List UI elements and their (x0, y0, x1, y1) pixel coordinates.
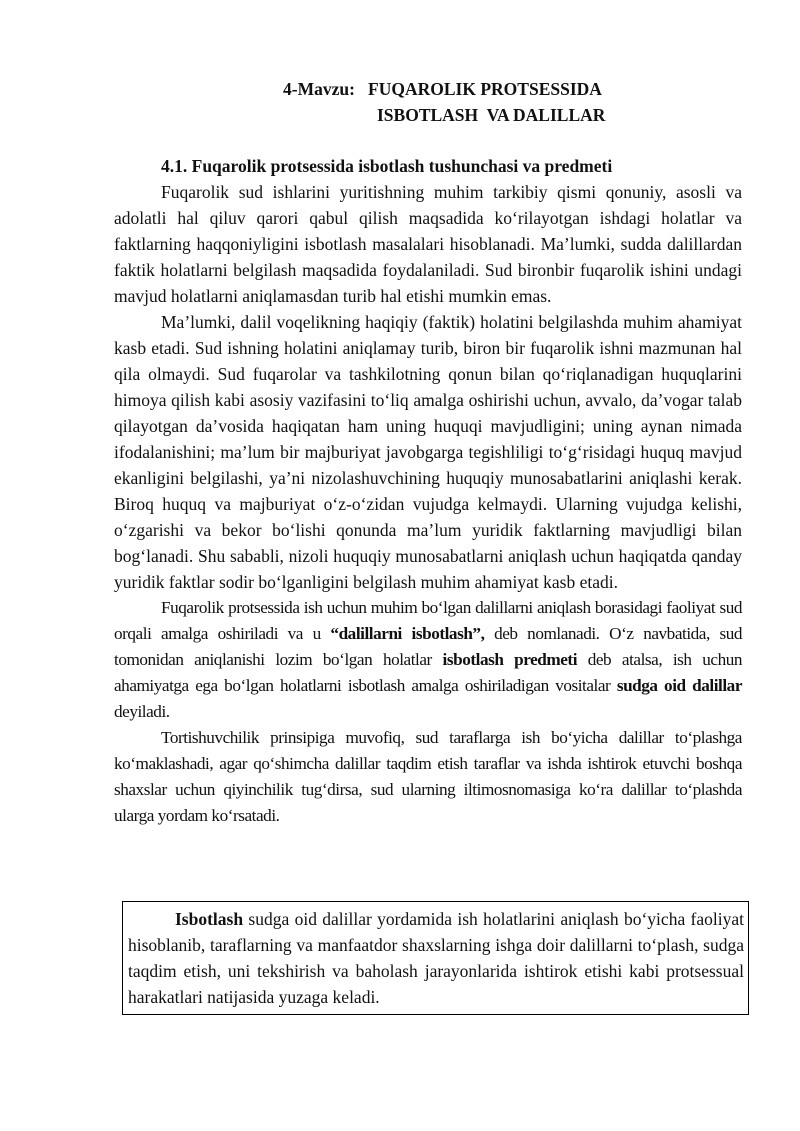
document-body (114, 153, 742, 829)
term-sudga-oid-dalillar: sudga oid dalillar (616, 676, 742, 695)
paragraph-1: Fuqarolik sud ishlarini yuritishning muhim tarkibiy qismi qonuniy, asosli va adolatli hal qiluv qarori qabul qilish maqsadida koʻrilayotgan ishdagi holatlar va faktlarning haqqoniyligini isbotlash masalalari hisoblanadi. Maʼlumki, sudda dalillardan faktik holatlarni belgilash maqsadida foydalaniladi. Sud bironbir fuqarolik ishini undagi mavjud holatlarni aniqlamasdan turib hal etishi mumkin emas. (114, 182, 742, 306)
title-line-1: 4-Mavzu: FUQAROLIK PROTSESSIDA (283, 79, 602, 99)
definition-term: Isbotlash (175, 909, 244, 929)
paragraph-3-text-c: deb nomlanadi. Oʻz navbatida, sud tomonidan aniqlanishi lozim boʻlgan holatlar (114, 624, 742, 669)
paragraph-2: Maʼlumki, dalil voqelikning haqiqiy (faktik) holatini belgilashda muhim ahamiyat kasb etadi. Sud ishning holatini aniqlamay turib, biron bir fuqarolik ishni mazmunan hal qila olmaydi. Sud fuqarolar va tashkilotning qonun bilan qoʻriqlanadigan huquqlarini himoya qilish kabi asosiy vazifasini toʻliq amalga oshirishi uchun, avvalo, daʼvogar talab qilayotgan daʼvosida haqiqatan ham uning huquqi mavjudligini; uning aynan nimada ifodalanishini; maʼlum bir majburiyat javobgarga tegishliligi toʻgʻrisidagi huquq mavjud ekanligini belgilashi, yaʼni nizolashuvchining huquqiy munosabatlarini aniqlashi kerak. Biroq huquq va majburiyat oʻz-oʻzidan vujudga kelmaydi. Ularning vujudga kelishi, oʻzgarishi va bekor boʻlishi qonunda maʼlum yuridik faktlarning mavjudligi bilan bogʻlanadi. Shu sababli, nizoli huquqiy munosabatlarni aniqlash uchun haqiqatda qanday yuridik faktlar sodir boʻlganligini belgilash muhim ahamiyat kasb etadi. (114, 312, 742, 592)
title-line-2: ISBOTLASH VA DALILLAR (377, 105, 606, 125)
paragraph-3-text-a: Fuqarolik protsessida ish uchun muhim boʻlgan dalillarni aniqlash borasidagi faoliyat sud orqali amalga oshiriladi va u (114, 598, 742, 643)
document-title (0, 76, 800, 128)
term-isbotlash-predmeti: isbotlash predmeti (442, 650, 578, 669)
term-dalillarni-isbotlash: “dalillarni isbotlash”, (330, 624, 485, 643)
definition-box (122, 901, 749, 1015)
paragraph-4: Tortishuvchilik prinsipiga muvofiq, sud taraflarga ish boʻyicha dalillar toʻplashga koʻmaklashadi, agar qoʻshimcha dalillar taqdim etish taraflar va ishda ishtirok etuvchi boshqa shaxslar uchun qiyinchilik tugʻdirsa, sud ularning iltimosnomasiga koʻra dalillar toʻplashda ularga yordam koʻrsatadi. (114, 728, 742, 825)
section-heading: 4.1. Fuqarolik protsessida isbotlash tushunchasi va predmeti (161, 156, 613, 176)
paragraph-3-text-g: deyiladi. (114, 702, 170, 721)
paragraph-3 (114, 595, 742, 725)
paragraph-3-text-e: deb atalsa, ish uchun ahamiyatga ega boʻlgan holatlarni isbotlash amalga oshiriladigan vositalar (114, 650, 743, 695)
definition-text (128, 906, 744, 1010)
definition-body: sudga oid dalillar yordamida ish holatlarini aniqlash boʻyicha faoliyat hisoblanib, taraflarning va manfaatdor shaxslarning ishga doir dalillarni toʻplash, sudga taqdim etish, uni tekshirish va baholash jarayonlarida ishtirok etishi kabi protsessual harakatlari natijasida yuzaga keladi. (128, 909, 744, 1007)
